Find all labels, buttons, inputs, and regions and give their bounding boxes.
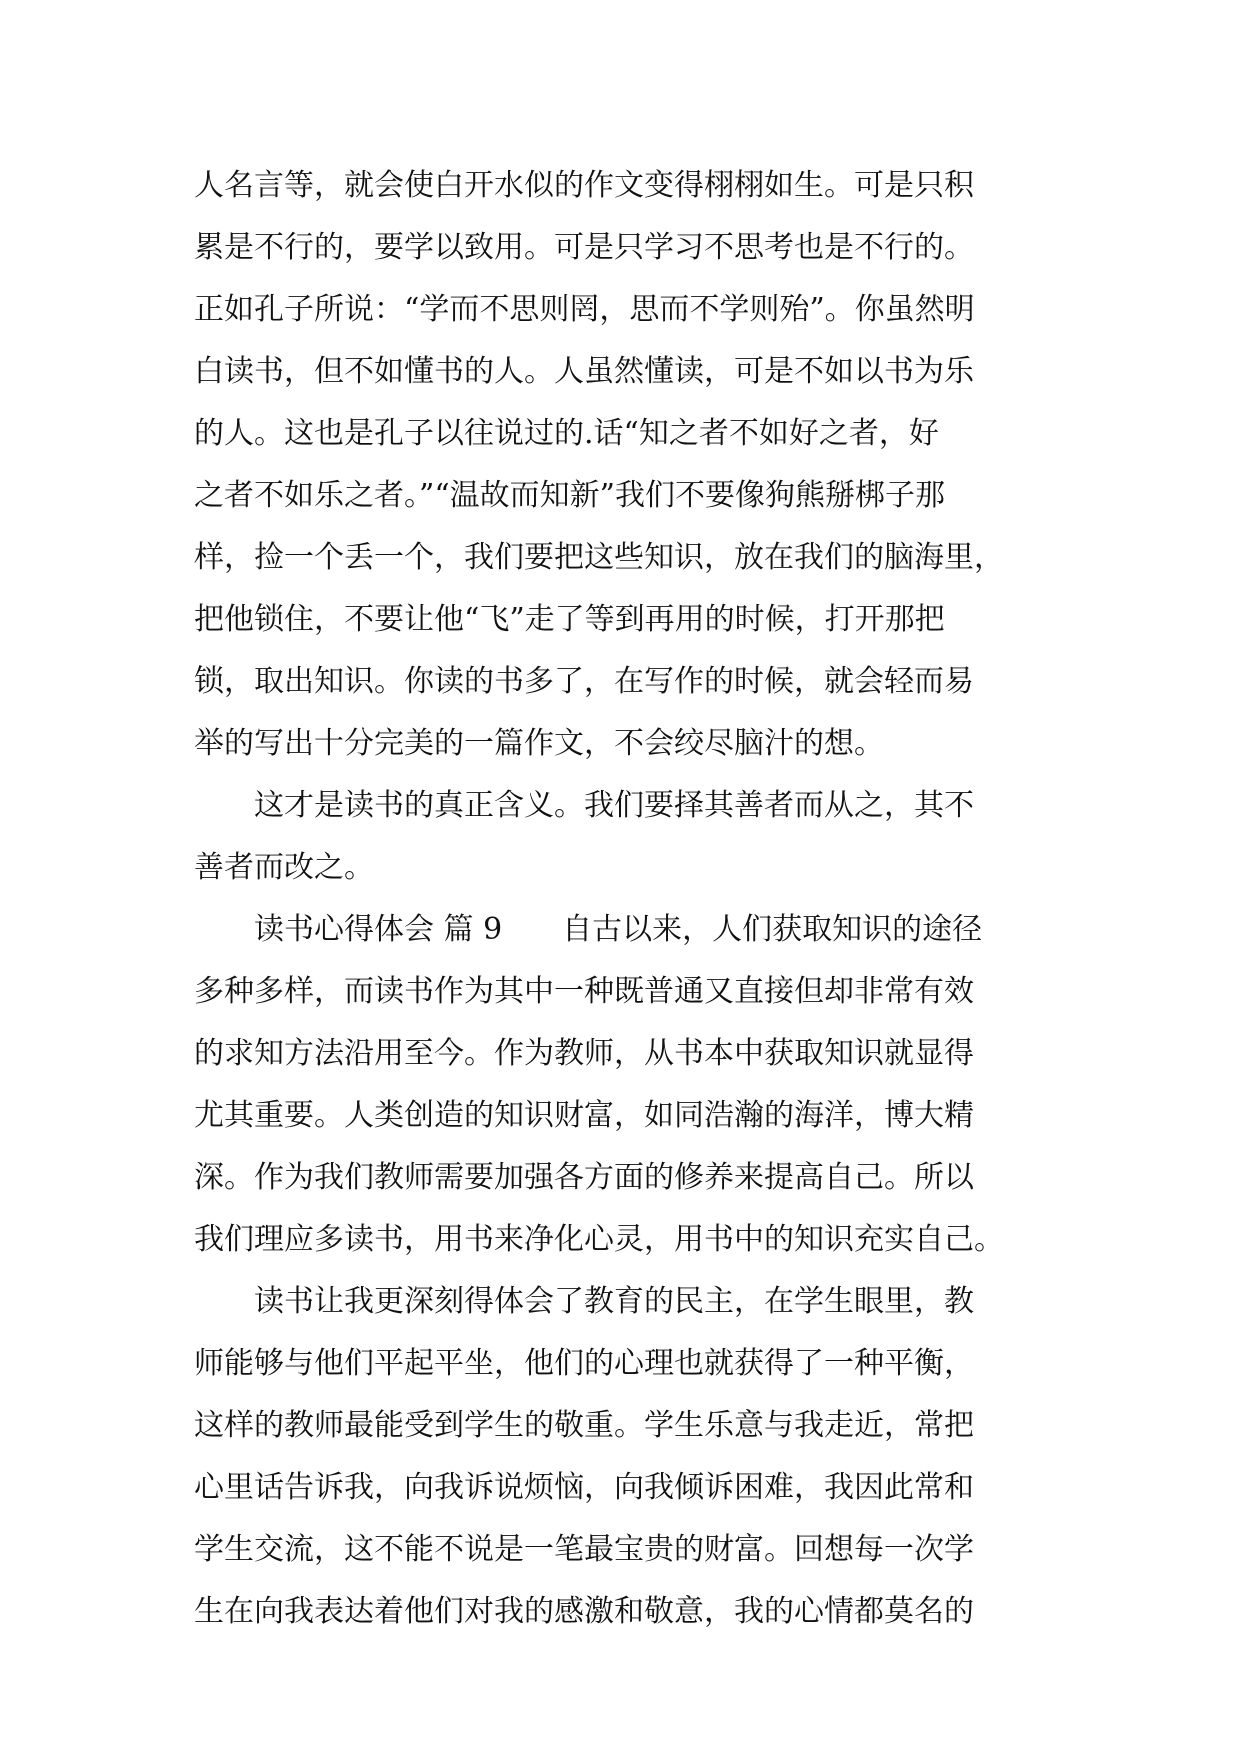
text-line: 样，捡一个丢一个，我们要把这些知识，放在我们的脑海里， xyxy=(194,540,1004,575)
text-line: 这才是读书的真正含义。我们要择其善者而从之，其不 xyxy=(194,788,974,823)
text-line: 多种多样，而读书作为其中一种既普通又直接但却非常有效 xyxy=(194,974,974,1009)
text-line: 善者而改之。 xyxy=(194,850,374,885)
text-line: 举的写出十分完美的一篇作文，不会绞尽脑汁的想。 xyxy=(194,726,884,761)
text-line: 读书让我更深刻得体会了教育的民主，在学生眼里，教 xyxy=(194,1284,974,1319)
body-text xyxy=(194,155,1054,1643)
text-line: 我们理应多读书，用书来净化心灵，用书中的知识充实自己。 xyxy=(194,1222,1004,1257)
text-line: 学生交流，这不能不说是一笔最宝贵的财富。回想每一次学 xyxy=(194,1532,974,1567)
text-line: 之者不如乐之者。”“温故而知新”我们不要像狗熊掰梆子那 xyxy=(194,478,946,513)
text-line: 锁，取出知识。你读的书多了，在写作的时候，就会轻而易 xyxy=(194,664,974,699)
text-line: 生在向我表达着他们对我的感激和敬意，我的心情都莫名的 xyxy=(194,1594,974,1629)
text-line: 正如孔子所说：“学而不思则罔，思而不学则殆”。你虽然明 xyxy=(194,292,975,327)
section-heading-line: 读书心得体会 篇 9 自古以来，人们获取知识的途径 xyxy=(194,912,983,947)
text-line: 的求知方法沿用至今。作为教师，从书本中获取知识就显得 xyxy=(194,1036,974,1071)
text-line: 白读书，但不如懂书的人。人虽然懂读，可是不如以书为乐 xyxy=(194,354,974,389)
text-line: 尤其重要。人类创造的知识财富，如同浩瀚的海洋，博大精 xyxy=(194,1098,974,1133)
text-line: 的人。这也是孔子以往说过的.话“知之者不如好之者，好 xyxy=(194,416,939,451)
text-line: 深。作为我们教师需要加强各方面的修养来提高自己。所以 xyxy=(194,1160,974,1195)
text-line: 人名言等，就会使白开水似的作文变得栩栩如生。可是只积 xyxy=(194,168,974,203)
text-line: 师能够与他们平起平坐，他们的心理也就获得了一种平衡， xyxy=(194,1346,974,1381)
text-line: 累是不行的，要学以致用。可是只学习不思考也是不行的。 xyxy=(194,230,974,265)
text-line: 这样的教师最能受到学生的敬重。学生乐意与我走近，常把 xyxy=(194,1408,974,1443)
text-line: 把他锁住，不要让他“飞”走了等到再用的时候，打开那把 xyxy=(194,602,945,637)
text-line: 心里话告诉我，向我诉说烦恼，向我倾诉困难，我因此常和 xyxy=(194,1470,974,1505)
